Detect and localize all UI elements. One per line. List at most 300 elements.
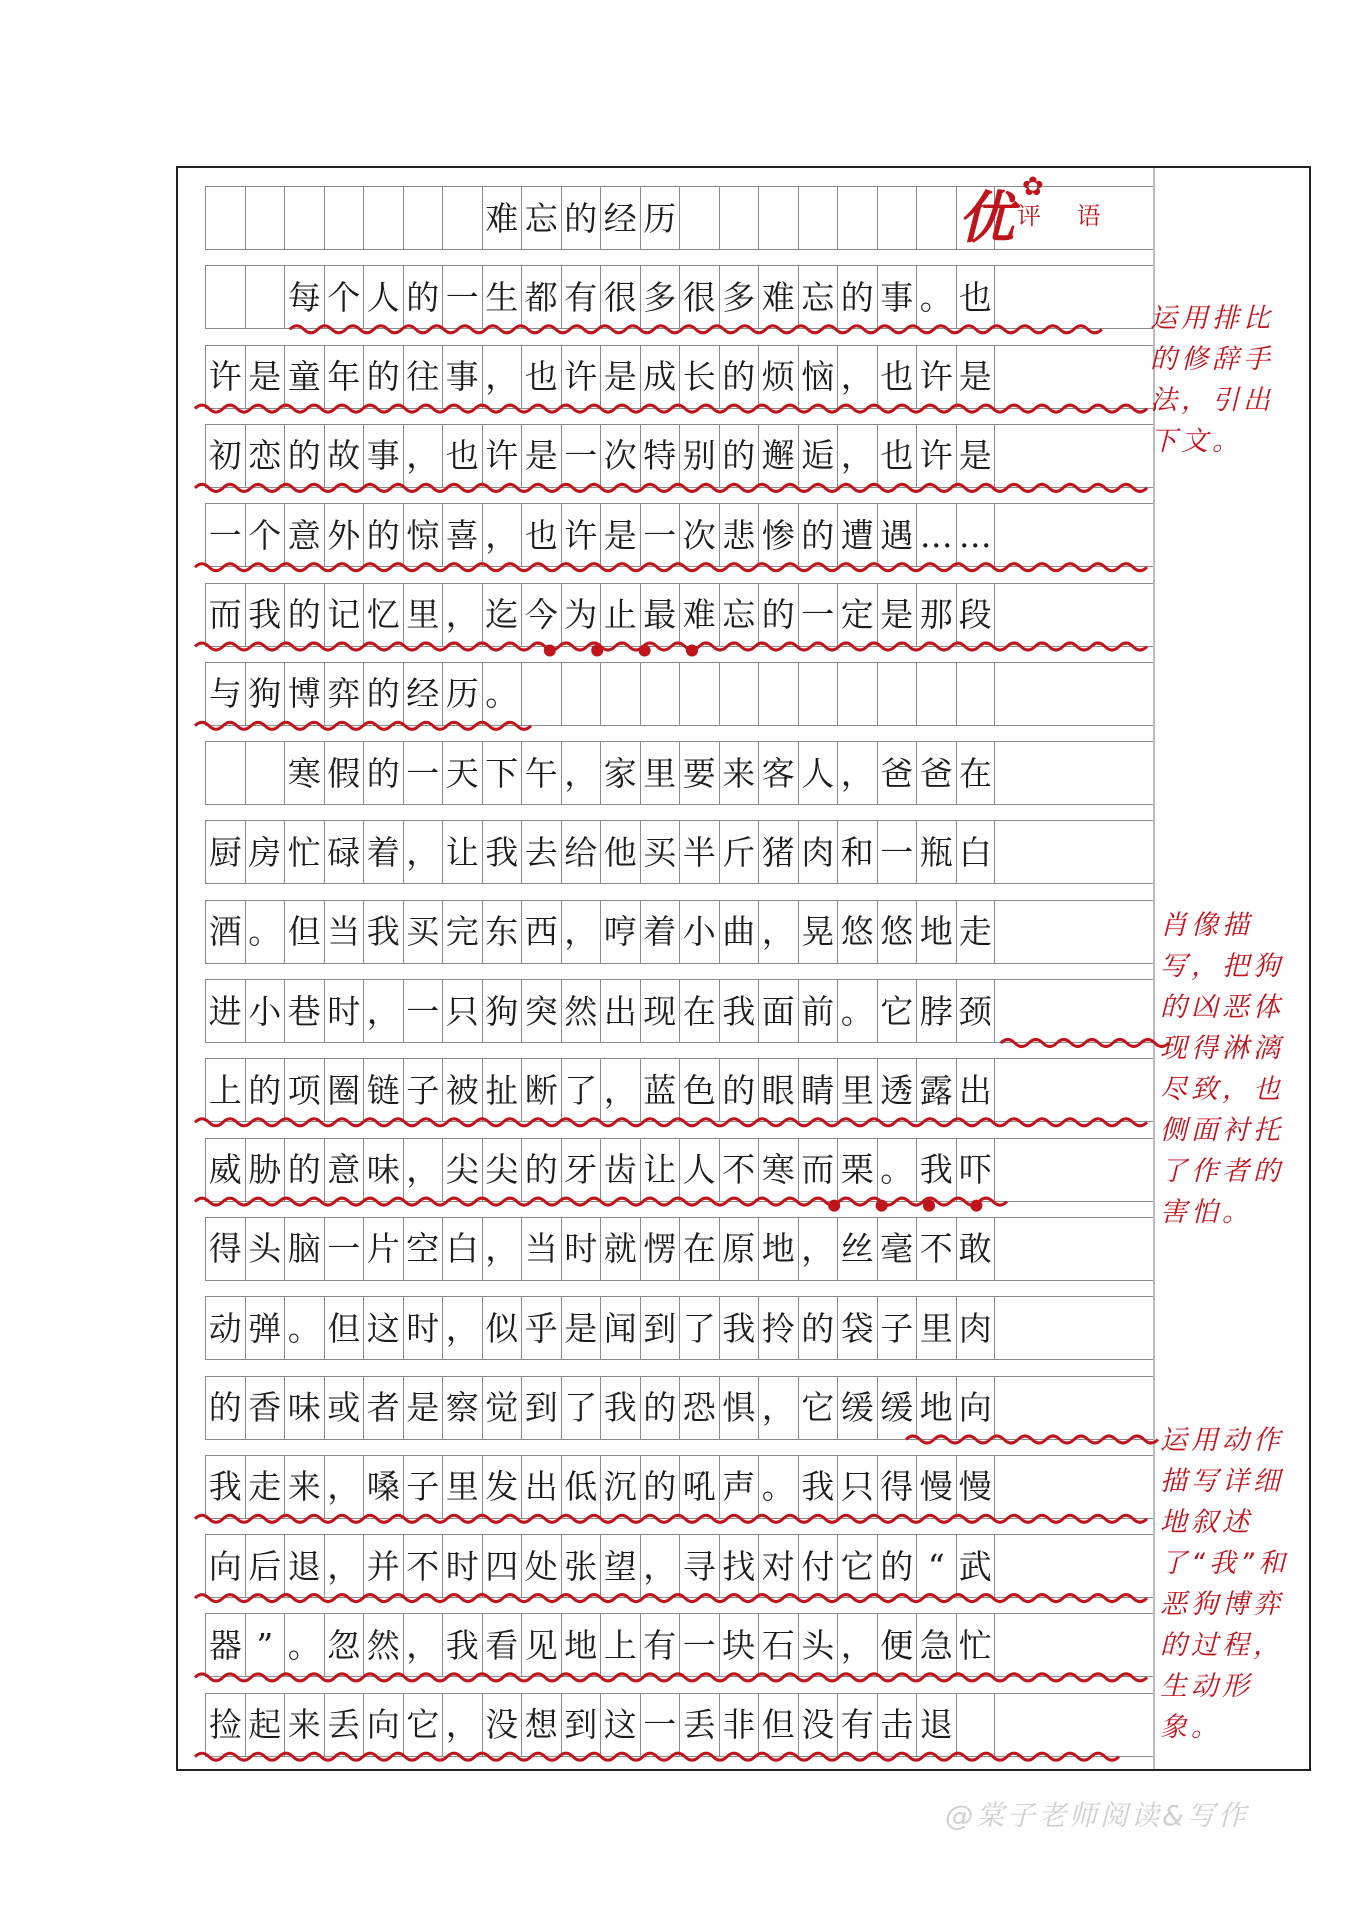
- grid-cell: 石: [758, 1614, 798, 1676]
- grid-cell: 也: [521, 504, 561, 566]
- grid-cell: 头: [245, 1218, 285, 1280]
- grid-cell: 然: [363, 1614, 403, 1676]
- grid-cell: ，: [600, 1059, 640, 1121]
- grid-cell: 很: [679, 266, 719, 328]
- grid-cell: 很: [600, 266, 640, 328]
- grid-cell: 是: [600, 504, 640, 566]
- grid-cell: [600, 663, 640, 725]
- grid-cell: 眼: [758, 1059, 798, 1121]
- grid-cell: 外: [324, 504, 364, 566]
- grid-cell: ，: [403, 821, 443, 883]
- grid-cell: 恋: [245, 425, 285, 487]
- grid-cell: 博: [284, 663, 324, 725]
- grid-cell: 只: [442, 980, 482, 1042]
- grid-cell: 地: [916, 1377, 956, 1439]
- grid-cell: 睛: [798, 1059, 838, 1121]
- grid-cell: 毫: [877, 1218, 917, 1280]
- grid-cell: 别: [679, 425, 719, 487]
- grid-cell: 乎: [521, 1297, 561, 1359]
- grid-cell: [956, 1694, 996, 1756]
- grid-cell: 空: [403, 1218, 443, 1280]
- grid-row: [205, 503, 1153, 567]
- grid-cell: 的: [798, 504, 838, 566]
- grid-cell: 付: [798, 1535, 838, 1597]
- grid-cell: 事: [363, 425, 403, 487]
- grid-cell: 丝: [837, 1218, 877, 1280]
- grid-cell: 一: [679, 1614, 719, 1676]
- grid-row: [205, 1138, 1153, 1202]
- grid-cell: 人: [798, 742, 838, 804]
- manuscript-grid: [205, 182, 1153, 1761]
- grid-cell: 也: [956, 266, 996, 328]
- grid-cell: 是: [245, 346, 285, 408]
- grid-cell: 子: [403, 1456, 443, 1518]
- grid-cell: ，: [798, 1218, 838, 1280]
- grid-cell: 许: [561, 346, 601, 408]
- grid-cell: 来: [284, 1694, 324, 1756]
- grid-cell: 里: [837, 1059, 877, 1121]
- grid-cell: 瓶: [916, 821, 956, 883]
- grid-cell: 是: [956, 346, 996, 408]
- grid-cell: 。: [245, 901, 285, 963]
- grid-cell: 项: [284, 1059, 324, 1121]
- grid-cell: 午: [521, 742, 561, 804]
- grid-cell: 着: [363, 821, 403, 883]
- grid-cell: 斤: [719, 821, 759, 883]
- grid-cell: [679, 187, 719, 249]
- grid-cell: 厨: [205, 821, 245, 883]
- grid-cell: 也: [442, 425, 482, 487]
- grid-row: [205, 1613, 1153, 1677]
- grid-row: [205, 424, 1153, 488]
- grid-cell: 后: [245, 1535, 285, 1597]
- grid-cell: 找: [719, 1535, 759, 1597]
- grid-cell: 一: [403, 980, 443, 1042]
- grid-cell: 击: [877, 1694, 917, 1756]
- grid-cell: [719, 663, 759, 725]
- grid-cell: ，: [324, 1535, 364, 1597]
- grid-cell: 里: [640, 742, 680, 804]
- grid-cell: 断: [521, 1059, 561, 1121]
- grid-cell: 为: [561, 584, 601, 646]
- grid-cell: 得: [877, 1456, 917, 1518]
- grid-cell: 的: [363, 742, 403, 804]
- grid-cell: 它: [837, 1535, 877, 1597]
- grid-cell: ，: [403, 1614, 443, 1676]
- grid-cell: 买: [403, 901, 443, 963]
- grid-cell: [245, 187, 285, 249]
- grid-cell: [640, 663, 680, 725]
- grid-cell: 我: [798, 1456, 838, 1518]
- grid-cell: 脑: [284, 1218, 324, 1280]
- grid-cell: 一: [640, 1694, 680, 1756]
- grid-cell: 童: [284, 346, 324, 408]
- grid-cell: 圈: [324, 1059, 364, 1121]
- grid-cell: 个: [245, 504, 285, 566]
- grid-cell: 走: [245, 1456, 285, 1518]
- grid-cell: 退: [916, 1694, 956, 1756]
- grid-cell: …: [956, 504, 996, 566]
- grid-cell: 曲: [719, 901, 759, 963]
- grid-cell: 。: [482, 663, 522, 725]
- grid-cell: 闻: [600, 1297, 640, 1359]
- grid-cell: 一: [561, 425, 601, 487]
- grid-cell: 狗: [482, 980, 522, 1042]
- grid-cell: 当: [521, 1218, 561, 1280]
- grid-cell: 袋: [837, 1297, 877, 1359]
- grid-cell: 特: [640, 425, 680, 487]
- grid-cell: 也: [877, 346, 917, 408]
- grid-cell: 弹: [245, 1297, 285, 1359]
- grid-cell: 了: [679, 1297, 719, 1359]
- grid-cell: 房: [245, 821, 285, 883]
- grid-cell: 看: [482, 1614, 522, 1676]
- grid-cell: 的: [245, 1059, 285, 1121]
- grid-cell: 每: [284, 266, 324, 328]
- grid-cell: 难: [758, 266, 798, 328]
- grid-cell: 一: [324, 1218, 364, 1280]
- grid-cell: 嗓: [363, 1456, 403, 1518]
- grid-cell: [877, 187, 917, 249]
- grid-cell: 遭: [837, 504, 877, 566]
- grid-cell: 都: [521, 266, 561, 328]
- grid-cell: 丢: [324, 1694, 364, 1756]
- grid-cell: 最: [640, 584, 680, 646]
- grid-cell: 出: [600, 980, 640, 1042]
- grid-cell: 邂: [758, 425, 798, 487]
- grid-cell: 小: [245, 980, 285, 1042]
- grid-cell: 到: [561, 1694, 601, 1756]
- grid-cell: 惨: [758, 504, 798, 566]
- grid-cell: 被: [442, 1059, 482, 1121]
- grid-cell: 见: [521, 1614, 561, 1676]
- grid-cell: 来: [284, 1456, 324, 1518]
- grid-cell: 我: [719, 980, 759, 1042]
- grid-cell: 现: [640, 980, 680, 1042]
- grid-cell: 链: [363, 1059, 403, 1121]
- grid-cell: ，: [403, 1139, 443, 1201]
- grid-cell: 那: [916, 584, 956, 646]
- grid-cell: 处: [521, 1535, 561, 1597]
- grid-cell: ，: [442, 1694, 482, 1756]
- grid-cell: 是: [403, 1377, 443, 1439]
- grid-cell: 许: [916, 425, 956, 487]
- grid-cell: [205, 742, 245, 804]
- grid-cell: 就: [600, 1218, 640, 1280]
- grid-cell: 齿: [600, 1139, 640, 1201]
- grid-cell: 。: [284, 1297, 324, 1359]
- grid-cell: 的: [640, 1456, 680, 1518]
- grid-cell: 给: [561, 821, 601, 883]
- grid-cell: 巷: [284, 980, 324, 1042]
- grid-cell: 但: [324, 1297, 364, 1359]
- grid-cell: 有: [640, 1614, 680, 1676]
- grid-cell: 并: [363, 1535, 403, 1597]
- grid-cell: 让: [640, 1139, 680, 1201]
- grid-cell: 子: [877, 1297, 917, 1359]
- grid-cell: 。: [758, 1456, 798, 1518]
- grid-cell: 的: [363, 504, 403, 566]
- grid-cell: [205, 187, 245, 249]
- grid-cell: 爸: [877, 742, 917, 804]
- grid-cell: 它: [403, 1694, 443, 1756]
- grid-cell: 时: [561, 1218, 601, 1280]
- grid-cell: 个: [324, 266, 364, 328]
- grid-cell: 器: [205, 1614, 245, 1676]
- grid-cell: ，: [837, 425, 877, 487]
- grid-cell: 但: [284, 901, 324, 963]
- grid-cell: 得: [205, 1218, 245, 1280]
- grid-row: [205, 1296, 1153, 1360]
- grid-cell: 下: [482, 742, 522, 804]
- grid-cell: 不: [719, 1139, 759, 1201]
- grid-cell: 经: [403, 663, 443, 725]
- grid-cell: [403, 187, 443, 249]
- grid-cell: 。: [837, 980, 877, 1042]
- grid-cell: 经: [600, 187, 640, 249]
- grid-cell: 我: [363, 901, 403, 963]
- grid-cell: 缓: [837, 1377, 877, 1439]
- grid-cell: 出: [956, 1059, 996, 1121]
- grid-cell: [284, 187, 324, 249]
- grid-cell: ，: [442, 584, 482, 646]
- grid-cell: 喜: [442, 504, 482, 566]
- grid-cell: 悠: [837, 901, 877, 963]
- grid-cell: 觉: [482, 1377, 522, 1439]
- grid-cell: 来: [719, 742, 759, 804]
- grid-cell: 味: [363, 1139, 403, 1201]
- grid-cell: 假: [324, 742, 364, 804]
- grid-cell: 。: [877, 1139, 917, 1201]
- grid-cell: 一: [877, 821, 917, 883]
- grid-cell: 这: [600, 1694, 640, 1756]
- grid-cell: 发: [482, 1456, 522, 1518]
- grid-cell: 在: [679, 1218, 719, 1280]
- grid-cell: [561, 663, 601, 725]
- grid-cell: …: [916, 504, 956, 566]
- grid-cell: [758, 187, 798, 249]
- grid-cell: 和: [837, 821, 877, 883]
- grid-cell: 子: [403, 1059, 443, 1121]
- grid-cell: 定: [837, 584, 877, 646]
- grid-row: [205, 741, 1153, 805]
- grid-cell: 小: [679, 901, 719, 963]
- grid-cell: 肉: [956, 1297, 996, 1359]
- grid-cell: 吓: [956, 1139, 996, 1201]
- grid-cell: 生: [482, 266, 522, 328]
- grid-cell: [837, 663, 877, 725]
- grid-cell: 我: [442, 1614, 482, 1676]
- grid-cell: 出: [521, 1456, 561, 1518]
- grid-cell: 拎: [758, 1297, 798, 1359]
- grid-cell: 武: [956, 1535, 996, 1597]
- grid-cell: 家: [600, 742, 640, 804]
- grid-cell: 买: [640, 821, 680, 883]
- grid-cell: 透: [877, 1059, 917, 1121]
- grid-cell: ，: [324, 1456, 364, 1518]
- grid-row: [205, 265, 1153, 329]
- grid-cell: 对: [758, 1535, 798, 1597]
- grid-cell: 起: [245, 1694, 285, 1756]
- grid-cell: [205, 266, 245, 328]
- grid-cell: [679, 663, 719, 725]
- grid-cell: 白: [956, 821, 996, 883]
- grid-cell: 捡: [205, 1694, 245, 1756]
- grid-cell: 的: [719, 425, 759, 487]
- grid-cell: 次: [679, 504, 719, 566]
- grid-cell: 前: [798, 980, 838, 1042]
- grid-cell: 向: [363, 1694, 403, 1756]
- grid-cell: 威: [205, 1139, 245, 1201]
- grid-cell: 当: [324, 901, 364, 963]
- grid-cell: 遇: [877, 504, 917, 566]
- grid-cell: ，: [482, 1218, 522, 1280]
- grid-cell: 地: [758, 1218, 798, 1280]
- grid-cell: ，: [837, 1614, 877, 1676]
- grid-cell: 便: [877, 1614, 917, 1676]
- grid-cell: 许: [561, 504, 601, 566]
- grid-cell: 许: [205, 346, 245, 408]
- grid-cell: [916, 663, 956, 725]
- grid-cell: 酒: [205, 901, 245, 963]
- grid-cell: 蓝: [640, 1059, 680, 1121]
- grid-cell: 半: [679, 821, 719, 883]
- grid-cell: ，: [561, 901, 601, 963]
- grid-cell: 了: [561, 1377, 601, 1439]
- grid-cell: 而: [205, 584, 245, 646]
- grid-cell: 的: [363, 346, 403, 408]
- grid-cell: 初: [205, 425, 245, 487]
- grid-cell: 许: [916, 346, 956, 408]
- grid-cell: ，: [561, 742, 601, 804]
- grid-cell: 但: [758, 1694, 798, 1756]
- grid-cell: 次: [600, 425, 640, 487]
- grid-cell: 望: [600, 1535, 640, 1597]
- grid-cell: 爸: [916, 742, 956, 804]
- grid-cell: 然: [561, 980, 601, 1042]
- watermark: @棠子老师阅读&写作: [945, 1799, 1249, 1832]
- grid-cell: 恐: [679, 1377, 719, 1439]
- grid-cell: 愣: [640, 1218, 680, 1280]
- grid-cell: 今: [521, 584, 561, 646]
- grid-cell: 脖: [916, 980, 956, 1042]
- grid-cell: 的: [640, 1377, 680, 1439]
- grid-cell: 的: [561, 187, 601, 249]
- grid-cell: 片: [363, 1218, 403, 1280]
- grid-cell: 的: [877, 1535, 917, 1597]
- grade-mark: 优: [958, 186, 1014, 251]
- grid-cell: 到: [521, 1377, 561, 1439]
- grid-cell: 者: [363, 1377, 403, 1439]
- grid-cell: 难: [679, 584, 719, 646]
- grid-cell: 让: [442, 821, 482, 883]
- grid-cell: 我: [205, 1456, 245, 1518]
- grid-cell: 悲: [719, 504, 759, 566]
- grid-cell: 一: [403, 742, 443, 804]
- grid-cell: ，: [482, 504, 522, 566]
- grid-cell: ，: [442, 1297, 482, 1359]
- grid-cell: 敢: [956, 1218, 996, 1280]
- grid-cell: 客: [758, 742, 798, 804]
- grid-cell: 退: [284, 1535, 324, 1597]
- grid-cell: 白: [442, 1218, 482, 1280]
- grid-cell: 的: [205, 1377, 245, 1439]
- grid-cell: 急: [916, 1614, 956, 1676]
- grid-cell: 时: [324, 980, 364, 1042]
- grid-cell: 而: [798, 1139, 838, 1201]
- grid-cell: 与: [205, 663, 245, 725]
- grid-cell: 事: [877, 266, 917, 328]
- grid-cell: 是: [600, 346, 640, 408]
- grid-row: [205, 979, 1153, 1043]
- grid-cell: 胁: [245, 1139, 285, 1201]
- grid-cell: 的: [798, 1297, 838, 1359]
- grid-cell: 向: [956, 1377, 996, 1439]
- grid-cell: [916, 187, 956, 249]
- grid-cell: 天: [442, 742, 482, 804]
- grid-cell: 狗: [245, 663, 285, 725]
- grid-cell: 的: [363, 663, 403, 725]
- grid-cell: 的: [521, 1139, 561, 1201]
- grid-cell: 缓: [877, 1377, 917, 1439]
- grid-cell: 故: [324, 425, 364, 487]
- grid-cell: 年: [324, 346, 364, 408]
- grid-cell: 它: [798, 1377, 838, 1439]
- grid-cell: 地: [561, 1614, 601, 1676]
- grid-cell: [877, 663, 917, 725]
- grid-cell: 悠: [877, 901, 917, 963]
- grid-row: [205, 1058, 1153, 1122]
- grid-row: [205, 1376, 1153, 1440]
- grid-cell: 止: [600, 584, 640, 646]
- grid-cell: 意: [324, 1139, 364, 1201]
- grid-cell: 它: [877, 980, 917, 1042]
- grid-cell: 记: [324, 584, 364, 646]
- grid-row: [205, 345, 1153, 409]
- grid-cell: 慢: [956, 1456, 996, 1518]
- grid-cell: 香: [245, 1377, 285, 1439]
- grid-cell: [837, 187, 877, 249]
- grid-cell: [521, 663, 561, 725]
- grid-cell: 是: [956, 425, 996, 487]
- grid-cell: 弈: [324, 663, 364, 725]
- grid-cell: [363, 187, 403, 249]
- grid-cell: 这: [363, 1297, 403, 1359]
- grid-cell: [798, 663, 838, 725]
- grid-cell: 似: [482, 1297, 522, 1359]
- grid-cell: 块: [719, 1614, 759, 1676]
- grid-cell: 是: [877, 584, 917, 646]
- grid-cell: 不: [916, 1218, 956, 1280]
- grid-cell: 上: [205, 1059, 245, 1121]
- grid-cell: 忙: [956, 1614, 996, 1676]
- grid-cell: 想: [521, 1694, 561, 1756]
- comment-header: 评 语: [1017, 202, 1115, 230]
- grid-cell: 的: [758, 584, 798, 646]
- grid-cell: 里: [403, 584, 443, 646]
- grid-cell: 我: [916, 1139, 956, 1201]
- grid-cell: 时: [442, 1535, 482, 1597]
- grid-cell: 不: [403, 1535, 443, 1597]
- grid-cell: 寒: [284, 742, 324, 804]
- grid-cell: 一: [640, 504, 680, 566]
- grid-cell: 声: [719, 1456, 759, 1518]
- grid-cell: 面: [758, 980, 798, 1042]
- grid-cell: ，: [640, 1535, 680, 1597]
- grid-cell: ，: [758, 901, 798, 963]
- grid-cell: ，: [363, 980, 403, 1042]
- grid-row: [205, 583, 1153, 647]
